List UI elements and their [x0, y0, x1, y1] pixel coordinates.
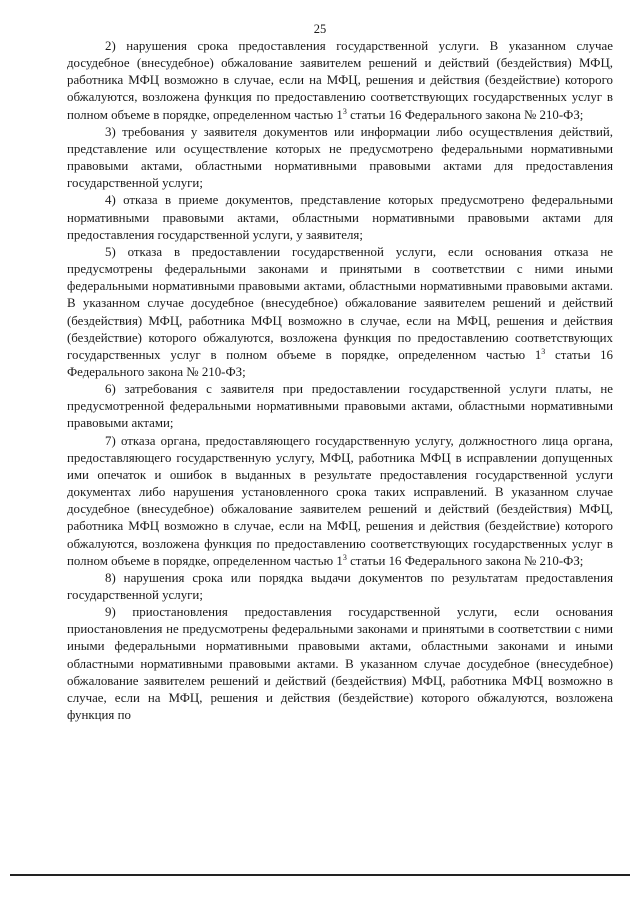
page-number: 25 [313, 22, 327, 36]
paragraph-text: 9) приостановления предоставления государственной услуги, если основания приостановления не предусмотрены федеральными законами и принятыми в соответствии с ними иными федеральными нормативными правовыми актами, областными законами и иными областными нормативными правовыми актами. В указанном случае досудебное (внесудебное) обжалование заявителем решений и действий (бездействия) МФЦ, работника МФЦ возможно в случае, если на МФЦ, решения и действия (бездействие) которого обжалуются, возложена функция по [67, 605, 613, 723]
paragraph-text: 7) отказа органа, предоставляющего государственную услугу, должностного лица органа, предоставляющего государственную услугу, МФЦ, работника МФЦ в исправлении допущенных ими опечаток и ошибок в выданных в результате предоставления государственной услуги документах либо нарушения установленного срока таких исправлений. В указанном случае досудебное (внесудебное) обжалование заявителем решений и действий (бездействия) МФЦ, работника МФЦ возможно в случае, если на МФЦ, решения и действия (бездействие) которого обжалуются, возложена функция по предоставлению соответствующих государственных услуг в полном объеме в порядке, определенном частью 1 [67, 433, 613, 568]
superscript: 3 [342, 552, 347, 562]
paragraph-text: 4) отказа в приеме документов, представление которых предусмотрено федеральными нормативными правовыми актами, областными нормативными правовыми актами для предоставления государственной услуги, у заявителя; [67, 193, 613, 242]
paragraph-item-9 [67, 604, 613, 724]
paragraph-text: 5) отказа в предоставлении государственной услуги, если основания отказа не предусмотрены федеральными законами и принятыми в соответствии с ними иными федеральными нормативными правовыми актами, областными нормативными правовыми актами. В указанном случае досудебное (внесудебное) обжалование заявителем решений и действий (бездействия) МФЦ, работника МФЦ возможно в случае, если на МФЦ, решения и действия (бездействие) которого обжалуются, возложена функция по предоставлению соответствующих государственных услуг в полном объеме в порядке, определенном частью 1 [67, 244, 613, 362]
paragraph-item-5 [67, 244, 613, 381]
paragraph-text-end: статьи 16 Федерального закона № 210-ФЗ; [346, 553, 584, 568]
paragraph-item-4 [67, 192, 613, 243]
paragraph-item-6 [67, 381, 613, 432]
paragraph-text-end: статьи 16 Федерального закона № 210-ФЗ; [346, 107, 584, 122]
paragraph-item-3 [67, 124, 613, 193]
paragraph-item-7 [67, 433, 613, 570]
superscript: 3 [342, 106, 347, 116]
scan-edge-line [10, 874, 630, 876]
paragraph-text: 2) нарушения срока предоставления государственной услуги. В указанном случае досудебное (внесудебное) обжалование заявителем решений и действий (бездействия) МФЦ, работника МФЦ возможно в случае, если на МФЦ, решения и действия (бездействие) которого обжалуются, возложена функция по предоставлению соответствующих государственных услуг в полном объеме в порядке, определенном частью 1 [67, 39, 613, 122]
document-body [67, 38, 613, 724]
paragraph-item-2 [67, 38, 613, 124]
paragraph-item-8 [67, 570, 613, 604]
paragraph-text: 3) требования у заявителя документов или информации либо осуществления действий, представление или осуществление которых не предусмотрено федеральными нормативными правовыми актами, областными нормативными правовыми актами для предоставления государственной услуги; [67, 124, 613, 191]
paragraph-text-end: статьи 16 Федерального закона № 210-ФЗ; [67, 347, 613, 379]
paragraph-text: 8) нарушения срока или порядка выдачи документов по результатам предоставления государственной услуги; [67, 570, 613, 602]
paragraph-text: 6) затребования с заявителя при предоставлении государственной услуги платы, не предусмотренной федеральными нормативными правовыми актами, областными нормативными правовыми актами; [67, 382, 613, 431]
superscript: 3 [541, 346, 546, 356]
